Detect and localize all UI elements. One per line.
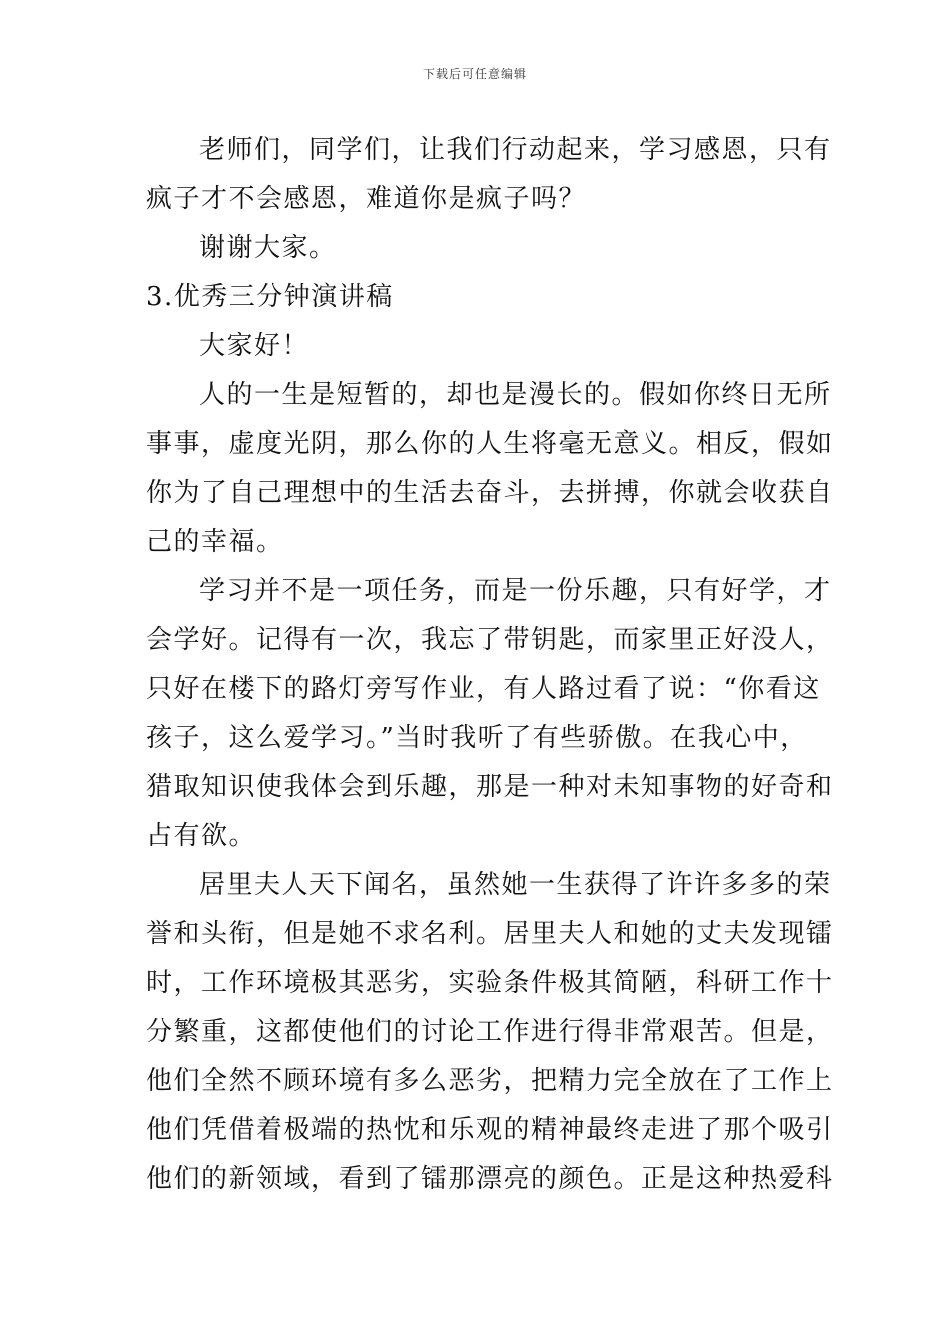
paragraph-line: 人的一生是短暂的，却也是漫长的。假如你终日无所 — [199, 380, 832, 410]
paragraph-line: 己的幸福。 — [146, 527, 284, 557]
document-body — [146, 126, 834, 1204]
greeting-line: 大家好！ — [199, 331, 310, 361]
paragraph-line: 疯子才不会感恩，难道你是疯子吗？ — [146, 184, 587, 214]
paragraph-line: 你为了自己理想中的生活去奋斗，去拼搏，你就会收获自 — [146, 478, 834, 508]
closing-line: 谢谢大家。 — [199, 233, 337, 263]
paragraph-line: 誉和头衔，但是她不求名利。居里夫人和她的丈夫发现镭 — [146, 919, 834, 949]
paragraph-line: 孩子，这么爱学习。”当时我听了有些骄傲。在我心中， — [146, 723, 808, 753]
paragraph-line: 学习并不是一项任务，而是一份乐趣，只有好学，才 — [199, 576, 832, 606]
paragraph-line: 他们全然不顾环境有多么恶劣，把精力完全放在了工作上 — [146, 1066, 834, 1096]
paragraph-line: 他们的新领域，看到了镭那漂亮的颜色。正是这种热爱科 — [146, 1164, 834, 1194]
paragraph-line: 老师们，同学们，让我们行动起来，学习感恩，只有 — [199, 135, 832, 165]
paragraph-line: 只好在楼下的路灯旁写作业，有人路过看了说：“你看这 — [146, 674, 821, 704]
paragraph-line: 事事，虚度光阴，那么你的人生将毫无意义。相反，假如 — [146, 429, 834, 459]
section-heading: 3.优秀三分钟演讲稿 — [146, 282, 394, 312]
paragraph-line: 他们凭借着极端的热忱和乐观的精神最终走进了那个吸引 — [146, 1115, 834, 1145]
paragraph-line: 会学好。记得有一次，我忘了带钥匙，而家里正好没人， — [146, 625, 834, 655]
paragraph-line: 猎取知识使我体会到乐趣，那是一种对未知事物的好奇和 — [146, 772, 834, 802]
paragraph-line: 时，工作环境极其恶劣，实验条件极其简陋，科研工作十 — [146, 968, 834, 998]
paragraph-line: 占有欲。 — [146, 821, 257, 851]
paragraph-line: 居里夫人天下闻名，虽然她一生获得了许许多多的荣 — [199, 870, 832, 900]
paragraph-line: 分繁重，这都使他们的讨论工作进行得非常艰苦。但是， — [146, 1017, 834, 1047]
page-header: 下载后可任意编辑 — [422, 67, 527, 81]
